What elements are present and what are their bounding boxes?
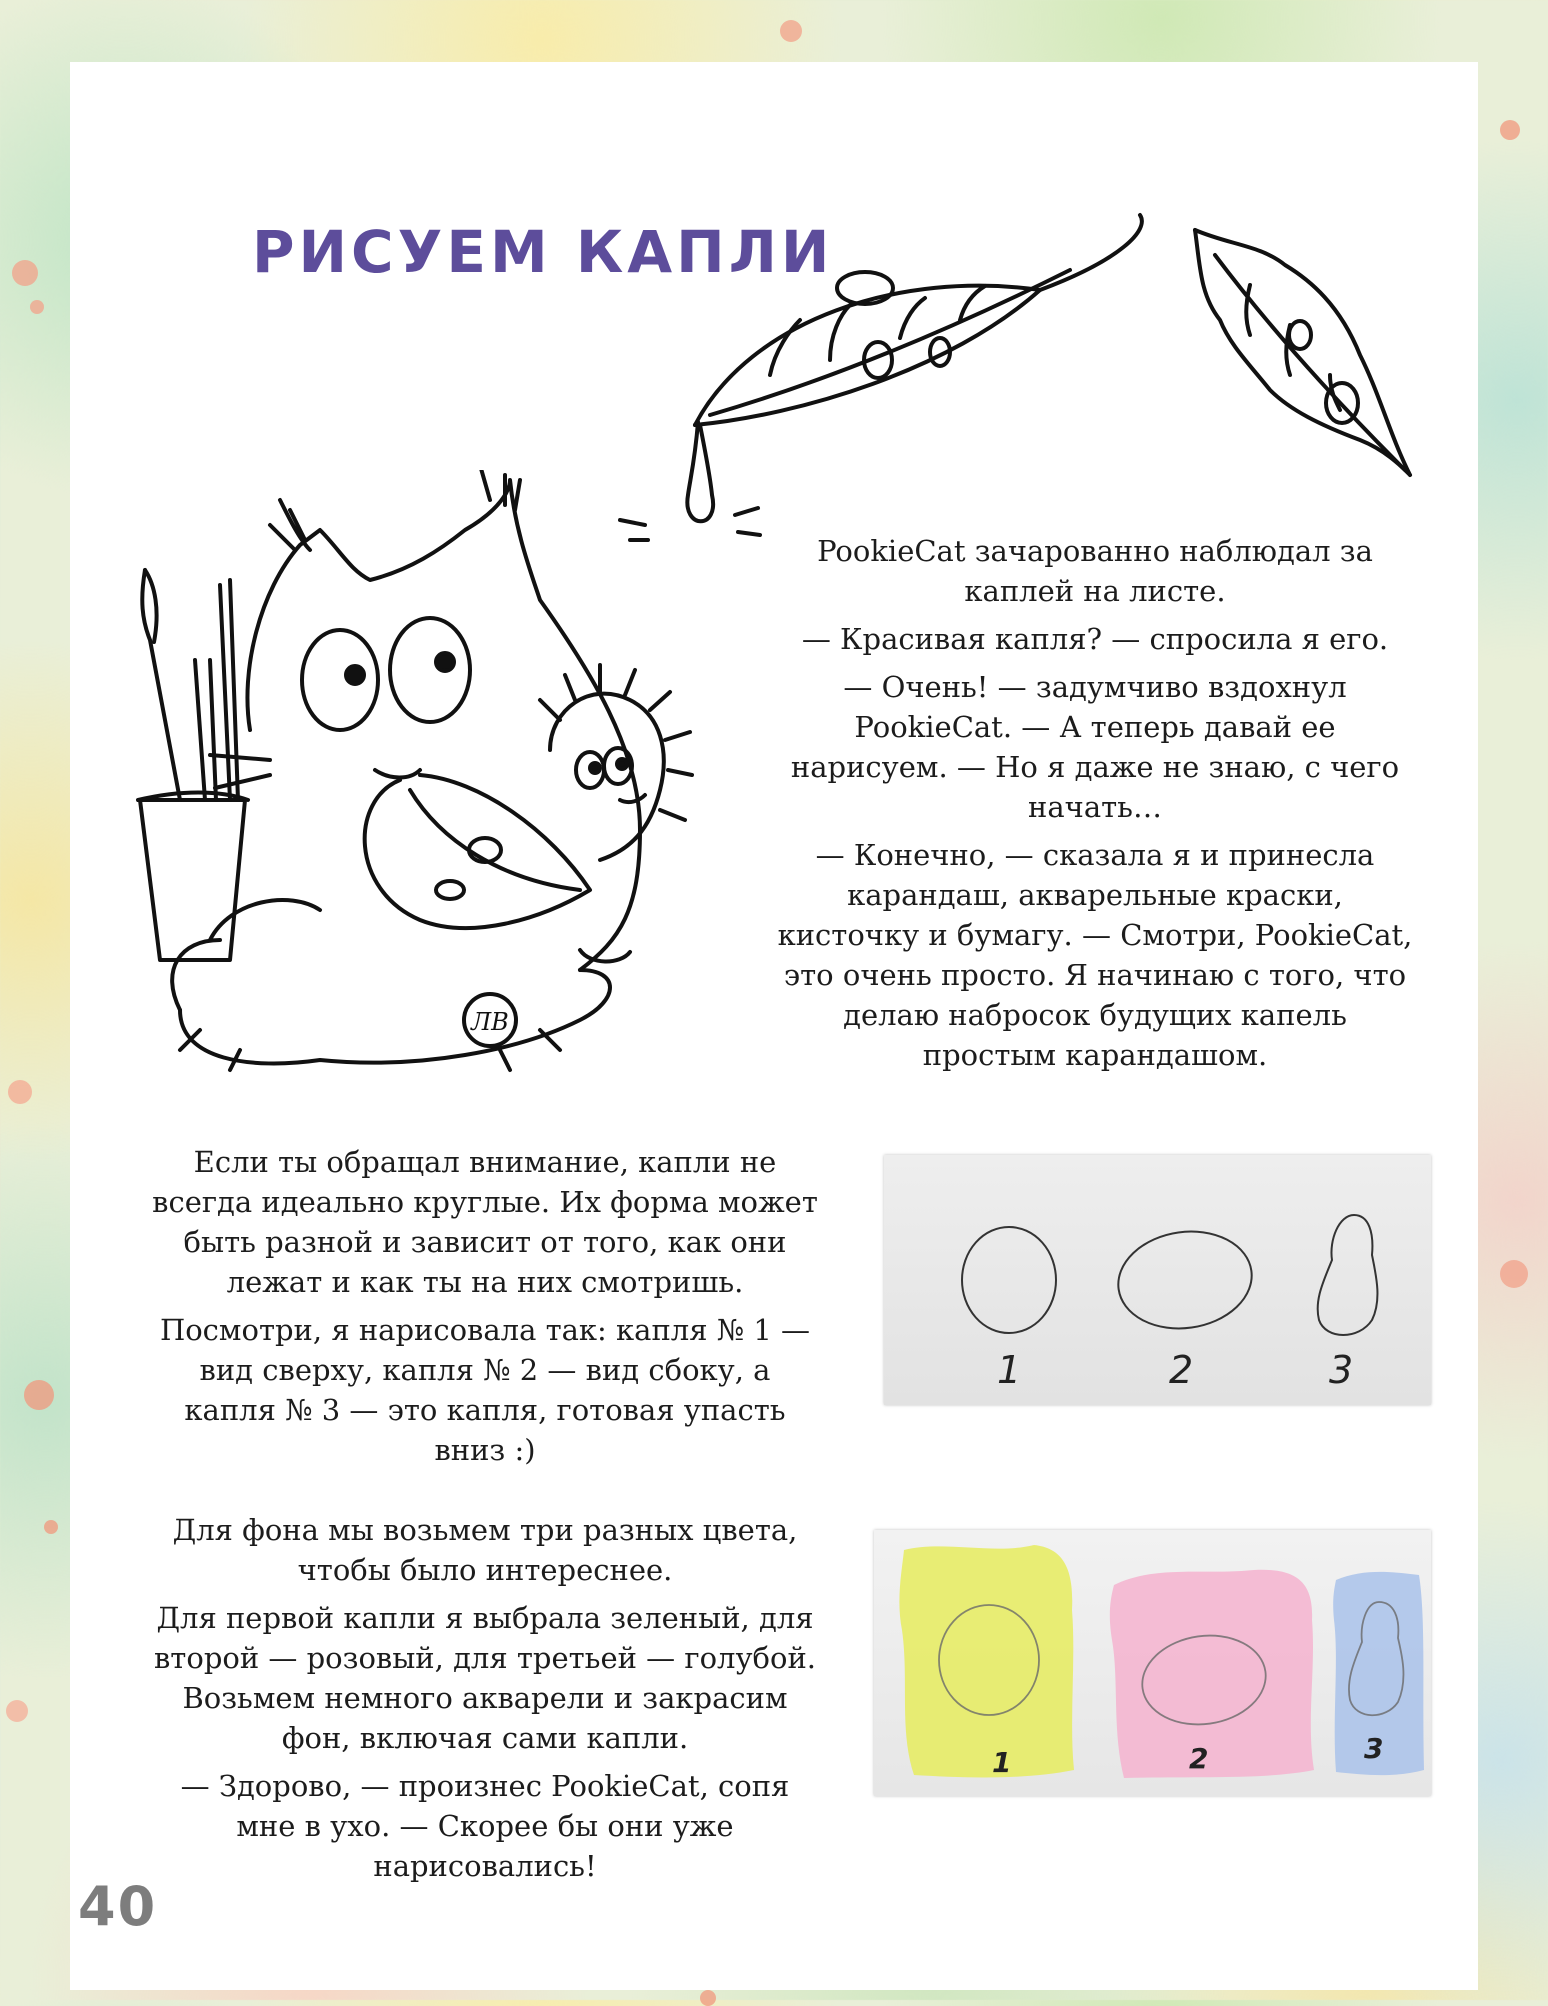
sketch-label: 3 (1329, 1348, 1354, 1392)
drop-side-view-sketch (1112, 1223, 1258, 1337)
paragraph: Для первой капли я выбрала зеленый, для второй — розовый, для третьей — голубой. Возьмем немного акварели и закрасим фон, включая сами капли. (153, 1601, 816, 1755)
drop-top-view-sketch (962, 1227, 1056, 1333)
paragraph: — Конечно, — сказала я и принесла карандаш, акварельные краски, кисточку и бумагу. — Смотри, PookieCat, это очень просто. Я начинаю с того, что делаю набросок будущих капель простым карандашом. (777, 838, 1413, 1072)
cat-and-hedgehog-illustration (120, 470, 760, 1090)
pencil-sketch-photo (884, 1155, 1431, 1405)
paragraph: PookieCat зачарованно наблюдал за каплей на листе. (817, 534, 1373, 608)
pink-swatch (1110, 1570, 1314, 1778)
paragraph: Для фона мы возьмем три разных цвета, чтобы было интереснее. (172, 1513, 798, 1587)
drop-shapes-text (150, 1142, 820, 1478)
sketch-label: 1 (997, 1348, 1022, 1392)
watercolor-swatches-photo (874, 1530, 1431, 1796)
page-title: РИСУЕМ КАПЛИ (252, 218, 834, 286)
paragraph: Если ты обращал внимание, капли не всегда идеально круглые. Их форма может быть разной и зависит от того, как они лежат и как ты на них смотришь. (152, 1145, 818, 1299)
yellow-swatch (899, 1545, 1074, 1777)
falling-drop-sketch (1318, 1215, 1378, 1335)
swatch-label: 1 (992, 1746, 1012, 1779)
swatch-label: 2 (1189, 1742, 1209, 1775)
sketch-label: 2 (1169, 1348, 1194, 1392)
story-intro (775, 531, 1415, 1083)
paragraph: — Красивая капля? — спросила я его. (801, 622, 1389, 656)
small-leaf-illustration (1190, 225, 1420, 485)
paragraph: Посмотри, я нарисовала так: капля № 1 — вид сверху, капля № 2 — вид сбоку, а капля № 3 — это капля, готовая упасть вниз :) (159, 1313, 811, 1467)
background-color-text (150, 1510, 820, 1894)
paragraph: — Здорово, — произнес PookieCat, сопя мне в ухо. — Скорее бы они уже нарисовались! (180, 1769, 790, 1883)
page-number: 40 (78, 1875, 158, 1938)
paragraph: — Очень! — задумчиво вздохнул PookieCat. — А теперь давай ее нарисуем. — Но я даже не знаю, с чего начать… (790, 670, 1400, 824)
monogram: ЛВ (471, 1008, 509, 1036)
swatch-label: 3 (1364, 1732, 1384, 1765)
